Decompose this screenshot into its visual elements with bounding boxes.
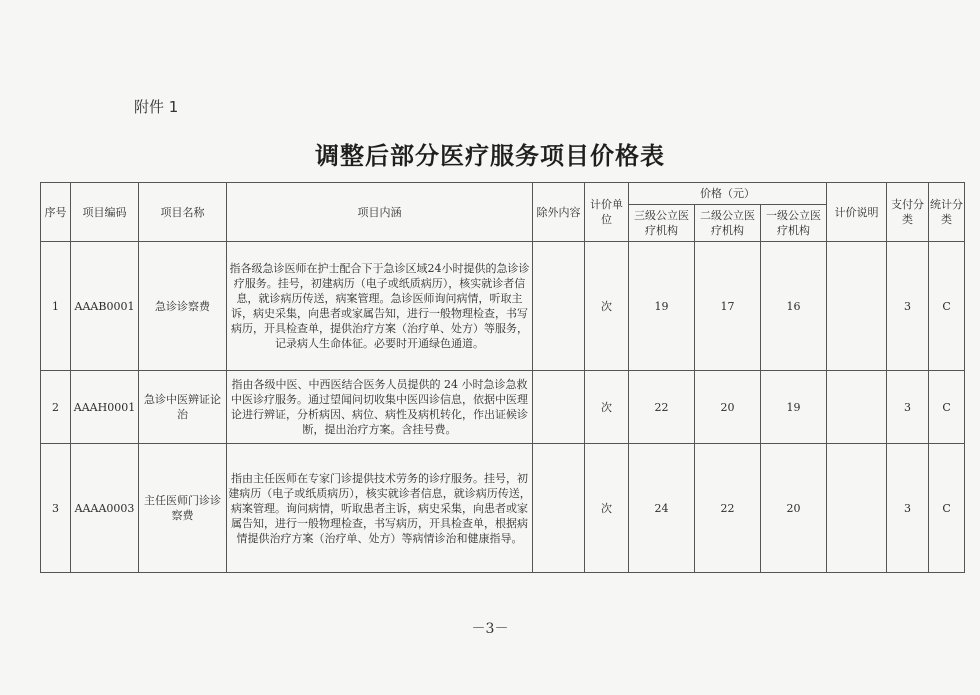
cell-code: AAAA0003 xyxy=(71,444,139,573)
cell-tier1: 16 xyxy=(761,242,827,371)
cell-stat: C xyxy=(929,371,965,444)
cell-payment: 3 xyxy=(887,371,929,444)
cell-seq: 2 xyxy=(41,371,71,444)
cell-unit: 次 xyxy=(585,444,629,573)
cell-exclusions xyxy=(533,242,585,371)
cell-code: AAAH0001 xyxy=(71,371,139,444)
cell-tier1: 19 xyxy=(761,371,827,444)
header-seq: 序号 xyxy=(41,183,71,242)
header-name: 项目名称 xyxy=(139,183,227,242)
cell-tier1: 20 xyxy=(761,444,827,573)
cell-content: 指各级急诊医师在护士配合下于急诊区域24小时提供的急诊诊疗服务。挂号，初建病历（电子或纸质病历），核实就诊者信息，就诊病历传送，病案管理。急诊医师询问病情，听取主诉，病史采集，向患者或家属告知，进行一般物理检查，书写病历，开具检查单，提供治疗方案（治疗单、处方）等服务，记录病人生命体征。必要时开通绿色通道。 xyxy=(227,242,533,371)
header-row-top xyxy=(41,183,965,205)
cell-content: 指由各级中医、中西医结合医务人员提供的 24 小时急诊急救中医诊疗服务。通过望闻问切收集中医四诊信息，依据中医理论进行辨证，分析病因、病位、病性及病机转化，作出证候诊断，提出治疗方案。含挂号费。 xyxy=(227,371,533,444)
table-row xyxy=(41,371,965,444)
cell-unit: 次 xyxy=(585,242,629,371)
cell-pricing-note xyxy=(827,444,887,573)
cell-pricing-note xyxy=(827,371,887,444)
cell-unit: 次 xyxy=(585,371,629,444)
cell-exclusions xyxy=(533,371,585,444)
header-content: 项目内涵 xyxy=(227,183,533,242)
cell-tier2: 17 xyxy=(695,242,761,371)
cell-seq: 1 xyxy=(41,242,71,371)
header-code: 项目编码 xyxy=(71,183,139,242)
cell-code: AAAB0001 xyxy=(71,242,139,371)
cell-content: 指由主任医师在专家门诊提供技术劳务的诊疗服务。挂号，初建病历（电子或纸质病历），核实就诊者信息，就诊病历传送，病案管理。询问病情，听取患者主诉，病史采集，向患者或家属告知，进行一般物理检查，书写病历，开具检查单，根据病情提供治疗方案（治疗单、处方）等病情诊治和健康指导。 xyxy=(227,444,533,573)
cell-tier3: 19 xyxy=(629,242,695,371)
cell-tier2: 20 xyxy=(695,371,761,444)
header-pricing-note: 计价说明 xyxy=(827,183,887,242)
cell-tier3: 24 xyxy=(629,444,695,573)
cell-tier2: 22 xyxy=(695,444,761,573)
table-row xyxy=(41,242,965,371)
cell-name: 急诊中医辨证论治 xyxy=(139,371,227,444)
cell-exclusions xyxy=(533,444,585,573)
page-title: 调整后部分医疗服务项目价格表 xyxy=(315,142,665,170)
header-tier1: 一级公立医疗机构 xyxy=(761,205,827,242)
header-tier2: 二级公立医疗机构 xyxy=(695,205,761,242)
page-number: －3－ xyxy=(471,621,509,637)
price-table xyxy=(40,182,965,573)
cell-stat: C xyxy=(929,444,965,573)
cell-payment: 3 xyxy=(887,444,929,573)
header-stat: 统计分类 xyxy=(929,183,965,242)
header-exclusions: 除外内容 xyxy=(533,183,585,242)
attachment-label: 附件 1 xyxy=(134,98,179,116)
header-payment: 支付分类 xyxy=(887,183,929,242)
header-price-group: 价格（元） xyxy=(629,183,827,205)
cell-name: 急诊诊察费 xyxy=(139,242,227,371)
cell-payment: 3 xyxy=(887,242,929,371)
header-tier3: 三级公立医疗机构 xyxy=(629,205,695,242)
cell-seq: 3 xyxy=(41,444,71,573)
cell-name: 主任医师门诊诊察费 xyxy=(139,444,227,573)
cell-pricing-note xyxy=(827,242,887,371)
table-row xyxy=(41,444,965,573)
header-unit: 计价单位 xyxy=(585,183,629,242)
cell-tier3: 22 xyxy=(629,371,695,444)
cell-stat: C xyxy=(929,242,965,371)
